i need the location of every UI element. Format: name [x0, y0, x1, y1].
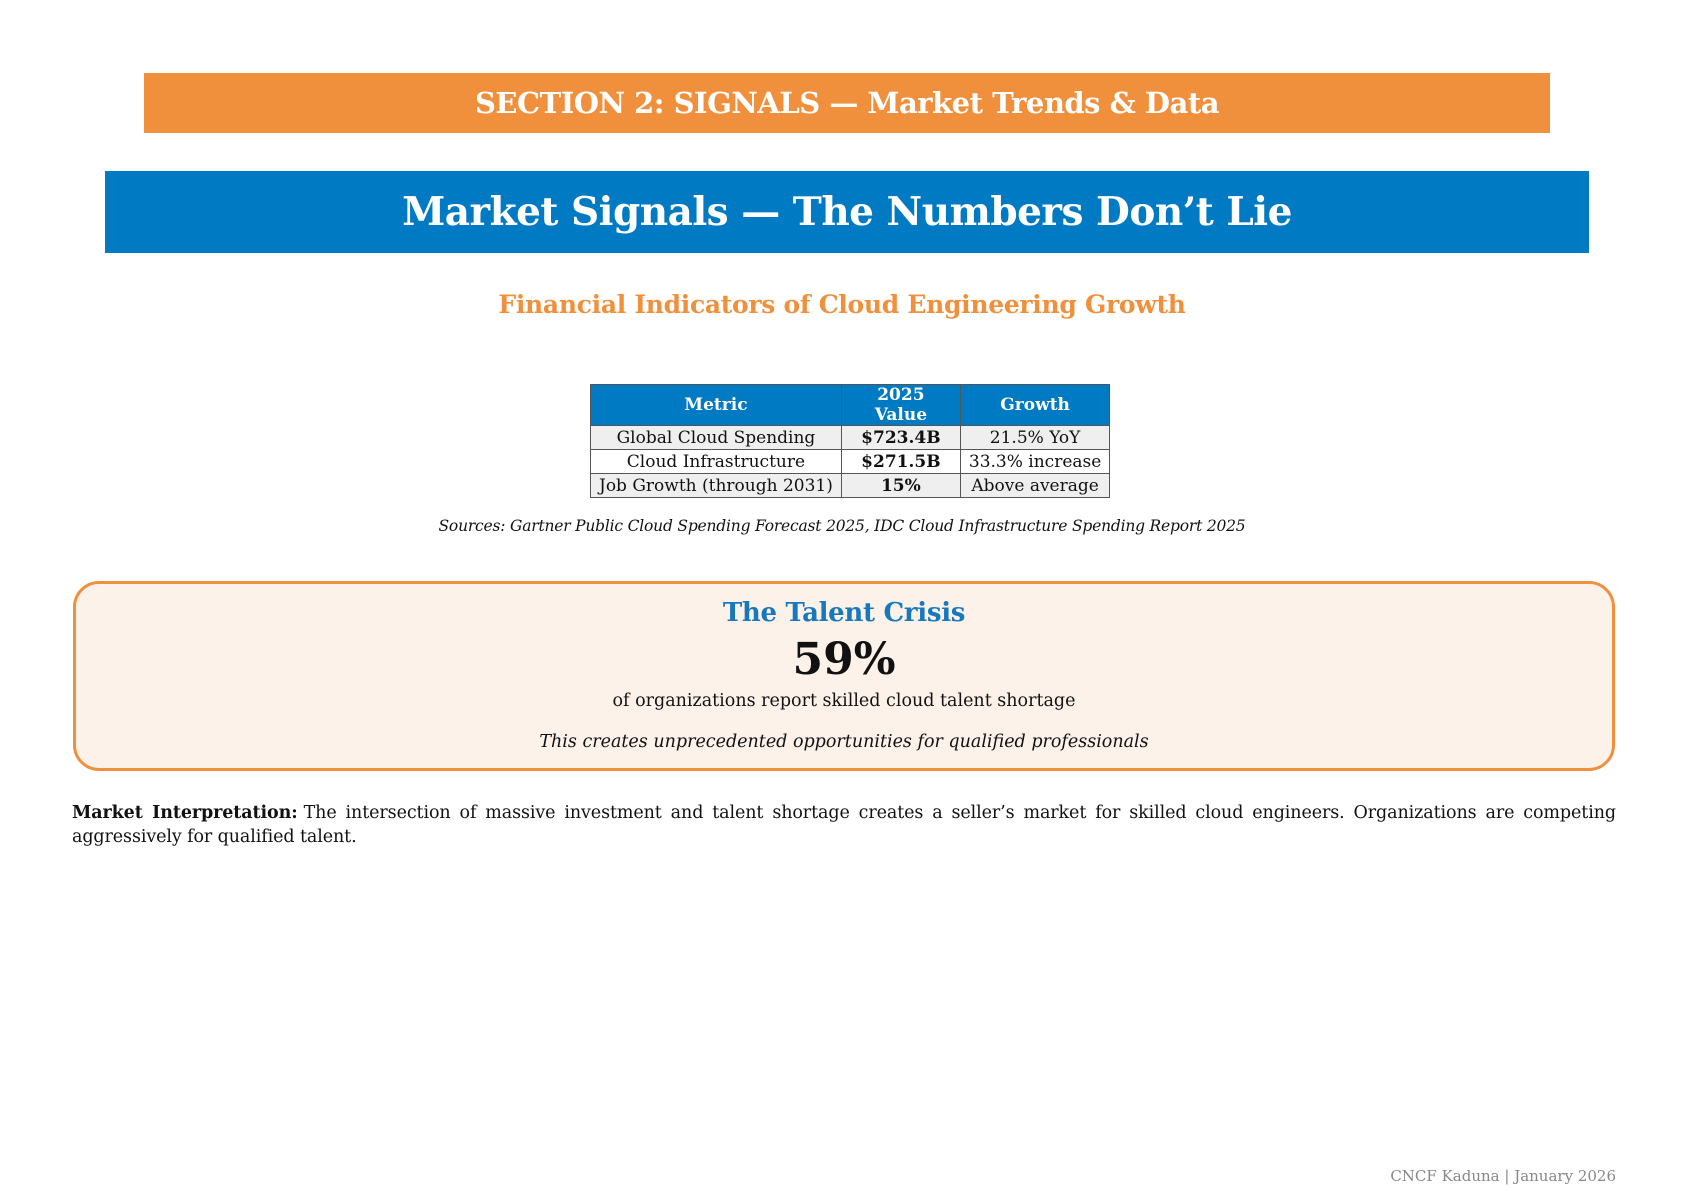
interpretation-text: The intersection of massive investment and talent shortage creates a seller’s market for skilled cloud engineers. Organizations are competing aggressively for qualified talent.: [72, 803, 1616, 847]
cell-value: $723.4B: [841, 426, 960, 450]
talent-crisis-callout: [73, 581, 1615, 771]
page-title: Market Signals — The Numbers Don’t Lie: [402, 189, 1292, 235]
market-interpretation: [72, 801, 1616, 849]
callout-title: The Talent Crisis: [722, 598, 966, 628]
callout-note: This creates unprecedented opportunities for qualified professionals: [539, 732, 1149, 752]
table-row: [591, 426, 1110, 450]
cell-growth: Above average: [960, 474, 1109, 498]
cell-metric: Job Growth (through 2031): [591, 474, 842, 498]
header-value: 2025 Value: [841, 385, 960, 426]
section-banner: [144, 73, 1550, 133]
cell-value: 15%: [841, 474, 960, 498]
interpretation-label: Market Interpretation:: [72, 803, 298, 823]
cell-metric: Cloud Infrastructure: [591, 450, 842, 474]
table-row: [591, 450, 1110, 474]
callout-stat: 59%: [792, 634, 896, 685]
table-row: [591, 474, 1110, 498]
section-banner-text: SECTION 2: SIGNALS — Market Trends & Data: [474, 86, 1220, 120]
sources-note: Sources: Gartner Public Cloud Spending Forecast 2025, IDC Cloud Infrastructure Spending Report 2025: [438, 517, 1246, 535]
page-title-banner: [105, 171, 1589, 253]
callout-description: of organizations report skilled cloud talent shortage: [612, 691, 1076, 711]
metrics-table: [590, 384, 1110, 498]
cell-growth: 33.3% increase: [960, 450, 1109, 474]
header-growth: Growth: [960, 385, 1109, 426]
cell-growth: 21.5% YoY: [960, 426, 1109, 450]
table-header-row: [591, 385, 1110, 426]
page-subtitle: Financial Indicators of Cloud Engineering Growth: [498, 290, 1186, 319]
header-metric: Metric: [591, 385, 842, 426]
cell-value: $271.5B: [841, 450, 960, 474]
cell-metric: Global Cloud Spending: [591, 426, 842, 450]
page-footer: CNCF Kaduna | January 2026: [1390, 1167, 1616, 1185]
